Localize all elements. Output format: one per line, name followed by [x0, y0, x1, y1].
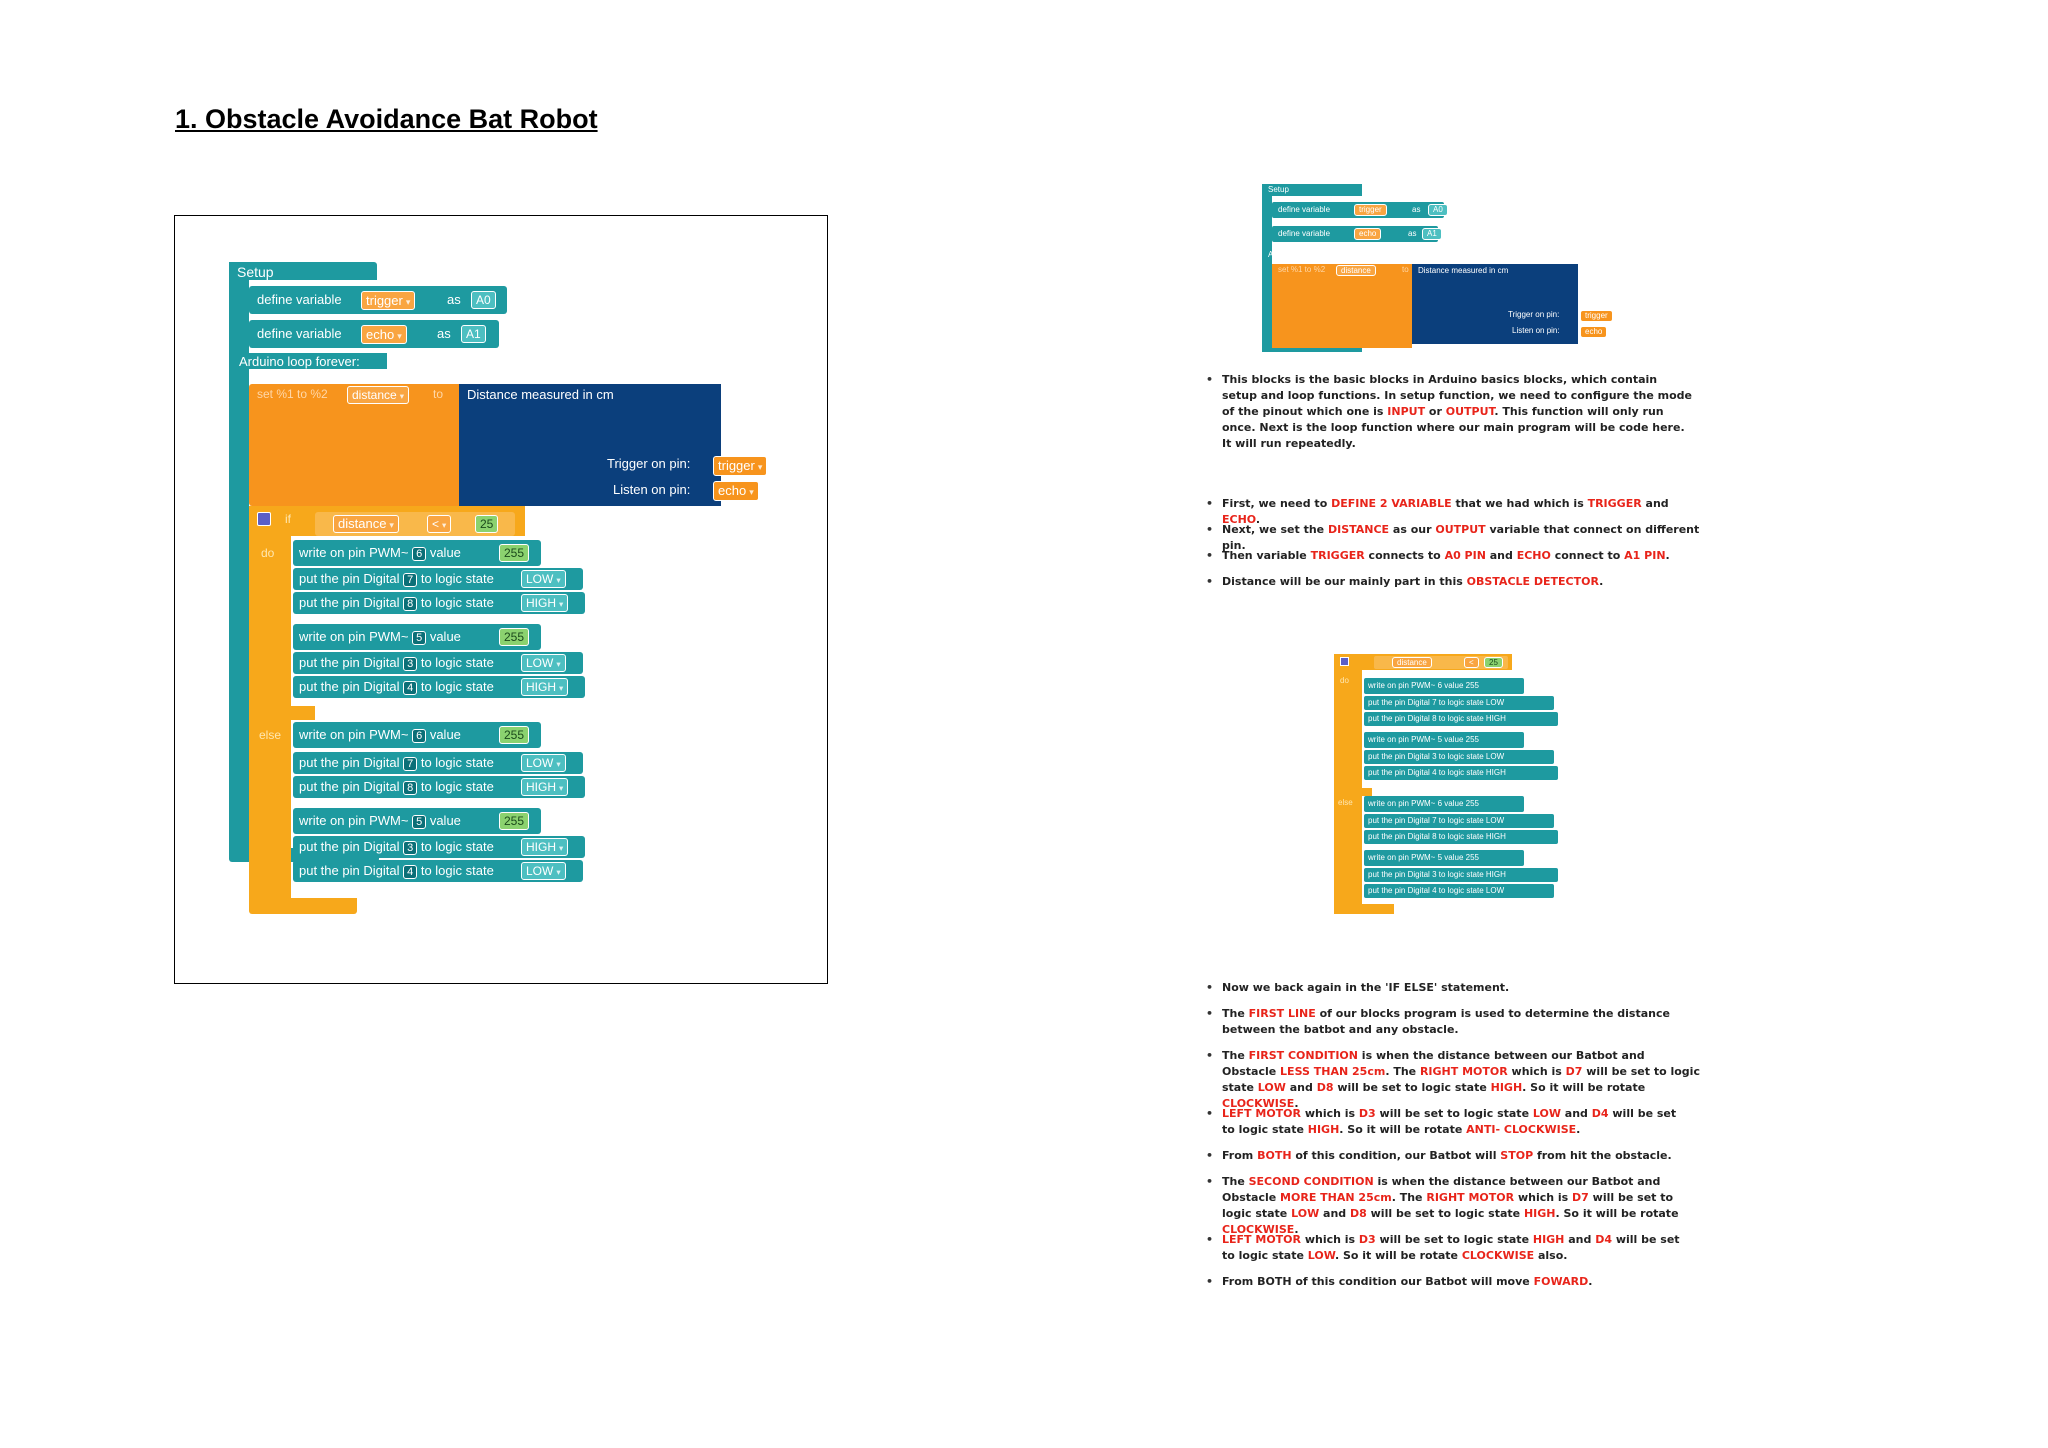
ifelse-note-8: • From BOTH of this condition our Batbot will move FOWARD.	[1206, 1274, 1702, 1290]
ifelse-note-1: • Now we back again in the 'IF ELSE' statement.	[1206, 980, 1702, 996]
else-write-pwm5[interactable]: write on pin PWM~ 5 value 255	[293, 808, 541, 834]
if-else-thumbnail: distance < 25 do else write on pin PWM~ 6 value 255 put the pin Digital 7 to logic state LOW put the pin Digital 8 to logic state HIGH write on pin PWM~ 5 value 255 put the pin Digital 3 to logic state LOW put the pin Digital 4 to logic state HIGH write on pin PWM~ 6 value 255 put the pin Digital 7 to logic state LOW put the pin Digital 8 to logic state HIGH write on pin PWM~ 5 value 255 put the pin Digital 3 to logic state HIGH put the pin Digital 4 to logic state LOW	[1334, 654, 1564, 916]
block-program-figure: Setup define variable trigger ▾ as A0 define variable echo ▾ as A1 Arduino loop forever: set %1 to %2 distance ▾ to Distance measured in cm Trigger on pin: Listen on pin: trigger ▾ echo ▾ if distance ▾ < ▾ 25 do else write on pin PWM~ 6 value 255 put the pin Digital 7 to logic state LOW ▾ put the pin Digital 8 to logic state HIGH ▾ write on pin PWM~ 5 value 255 put the pin Digital 3 to logic state LOW ▾ put the pin Digital 4 to logic state HIGH ▾ write on pin PWM~ 6 value 255 put the pin Digital 7 to logic state LOW ▾ put the pin Digital 8 to logic state HIGH ▾ write on pin PWM~ 5 value 255 put the pin Digital 3 to logic state HIGH ▾ put the pin Digital 4 to logic state LOW ▾	[174, 215, 828, 984]
threshold-number[interactable]: 25	[475, 515, 498, 533]
trigger-pin-dropdown[interactable]: trigger ▾	[713, 456, 767, 476]
setup-note-5: • Distance will be our mainly part in this OBSTACLE DETECTOR.	[1206, 574, 1702, 590]
loop-label: Arduino loop forever:	[239, 354, 360, 369]
setup-thumbnail: Setup define variable trigger as A0 define variable echo as A1 Arduino loop forever: set %1 to %2 distance to Distance measured in cm Trigger on pin: Listen on pin: trigger echo	[1262, 184, 1632, 352]
ifelse-note-4: • LEFT MOTOR which is D3 will be set to logic state LOW and D4 will be set to logic state HIGH. So it will be rotate ANTI- CLOCKWISE.	[1206, 1106, 1692, 1138]
ifelse-note-6: • The SECOND CONDITION is when the distance between our Batbot and Obstacle MORE THAN 25cm. The RIGHT MOTOR which is D7 will be set to logic state LOW and D8 will be set to logic state HIGH. So it will be rotate CLOCKWISE.	[1206, 1174, 1702, 1238]
else-digital7[interactable]: put the pin Digital 7 to logic state LOW ▾	[293, 752, 583, 774]
ultrasonic-sensor-block[interactable]: Distance measured in cm Trigger on pin: Listen on pin:	[459, 384, 721, 506]
distance-variable-dropdown[interactable]: distance ▾	[347, 386, 409, 404]
setup-note-4: • Then variable TRIGGER connects to A0 PIN and ECHO connect to A1 PIN.	[1206, 548, 1702, 564]
distance-condition-dropdown[interactable]: distance ▾	[333, 515, 399, 533]
setup-note-3: • Next, we set the DISTANCE as our OUTPUT variable that connect on different pin.	[1206, 522, 1702, 554]
else-digital3[interactable]: put the pin Digital 3 to logic state HIGH ▾	[293, 836, 585, 858]
ifelse-note-3: • The FIRST CONDITION is when the distance between our Batbot and Obstacle LESS THAN 25cm. The RIGHT MOTOR which is D7 will be set to logic state LOW and D8 will be set to logic state HIGH. So it will be rotate CLOCKWISE.	[1206, 1048, 1702, 1112]
else-digital4[interactable]: put the pin Digital 4 to logic state LOW ▾	[293, 860, 583, 882]
define-echo-block[interactable]: define variable echo ▾ as A1	[249, 320, 499, 348]
do-write-pwm6[interactable]: write on pin PWM~ 6 value 255	[293, 540, 541, 566]
pin-a1-dropdown[interactable]: A1	[461, 325, 486, 343]
echo-pin-dropdown[interactable]: echo ▾	[713, 481, 759, 501]
pin-a0-dropdown[interactable]: A0	[471, 291, 496, 309]
echo-variable-dropdown[interactable]: echo ▾	[361, 325, 407, 344]
condition-compare-block[interactable]	[315, 512, 515, 536]
do-digital7[interactable]: put the pin Digital 7 to logic state LOW ▾	[293, 568, 583, 590]
setup-note-1: • This blocks is the basic blocks in Arduino basics blocks, which contain setup and loop functions. In setup function, we need to configure the mode of the pinout which one is INPUT or OUTPUT. This function will only run once. Next is the loop function where our main program will be code here. It will run repeatedly.	[1206, 372, 1692, 452]
gear-icon[interactable]	[257, 512, 271, 526]
operator-dropdown[interactable]: < ▾	[427, 515, 451, 533]
else-digital8[interactable]: put the pin Digital 8 to logic state HIGH ▾	[293, 776, 585, 798]
ifelse-note-2: • The FIRST LINE of our blocks program is used to determine the distance between the batbot and any obstacle.	[1206, 1006, 1692, 1038]
do-digital4[interactable]: put the pin Digital 4 to logic state HIGH ▾	[293, 676, 585, 698]
do-digital3[interactable]: put the pin Digital 3 to logic state LOW ▾	[293, 652, 583, 674]
do-write-pwm5[interactable]: write on pin PWM~ 5 value 255	[293, 624, 541, 650]
ifelse-note-5: • From BOTH of this condition, our Batbot will STOP from hit the obstacle.	[1206, 1148, 1702, 1164]
setup-label: Setup	[237, 264, 274, 280]
page-title: 1. Obstacle Avoidance Bat Robot	[175, 104, 598, 134]
do-digital8[interactable]: put the pin Digital 8 to logic state HIGH ▾	[293, 592, 585, 614]
define-trigger-block[interactable]: define variable trigger ▾ as A0	[249, 286, 507, 314]
set-distance-block[interactable]: set %1 to %2 distance ▾ to	[249, 384, 459, 506]
else-write-pwm6[interactable]: write on pin PWM~ 6 value 255	[293, 722, 541, 748]
ifelse-note-7: • LEFT MOTOR which is D3 will be set to logic state HIGH and D4 will be set to logic state LOW. So it will be rotate CLOCKWISE also.	[1206, 1232, 1692, 1264]
trigger-variable-dropdown[interactable]: trigger ▾	[361, 291, 415, 310]
setup-note-2: • First, we need to DEFINE 2 VARIABLE that we had which is TRIGGER and ECHO.	[1206, 496, 1702, 528]
